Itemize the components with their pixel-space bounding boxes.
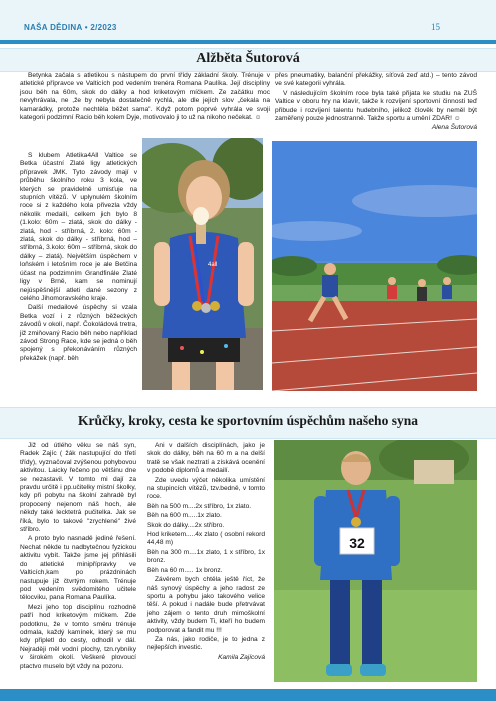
article2-result-item: Běh na 60 m..... 1x bronz.	[147, 566, 223, 574]
article2-result-item: Běh na 300 m....1x zlato, 1 x stříbro, 1x bronz.	[147, 548, 265, 565]
photo-boy-medal	[274, 440, 477, 682]
race-bib-number: 32	[349, 535, 365, 551]
article1-title: Alžběta Šutorová	[196, 51, 300, 66]
header-divider	[0, 40, 496, 44]
girl-photo-svg	[142, 138, 263, 390]
article2-result-item: Hod kriketem.....4x zlato ( osobní rekord 44,48 m)	[147, 531, 265, 547]
article2-col2-paragraph: Za nás, jako rodiče, je to jedna z nejlepších investic.	[147, 635, 265, 652]
article1-paragraph-2: S klubem Atletika4All Valtice se Betka účastní Zlaté ligy atletických přípravek JMK. Tyto závody mají v průběhu školního roku 3 kola, ve kterých se pravidelně umisťuje na stupních vítězů. V uplynulém školním roce si z každého kola přivezla vždy několik medailí, celkem jich bylo 8 (1.kolo: 60m – zlatá, skok do dálky - zlatá, hod - stříbrná, 2. kolo: 60m - zlatá, skok do dálky - stříbrná, hod – stříbrná, 3.kolo: 60m – stříbrná, skok do dálky – zlatá). Největším úspěchem v loňském i letošním roce je ale Betčina účast na podzimním Grandfinále Zlaté ligy v Brně, kam se nominují nejúspěšnější atleti dané sezony z celého Jihomoravského kraje.	[20, 152, 137, 302]
article1-column-narrow	[20, 152, 137, 364]
article2-column-1	[20, 442, 136, 672]
article1-author: Alena Šutorová	[431, 124, 477, 132]
page-number: 15	[431, 22, 440, 32]
magazine-title: NAŠA DĚDINA • 2/2023	[24, 23, 117, 32]
article1-column-right	[275, 72, 477, 134]
article2-col2-paragraph: Závěrem bych chtěla ještě říct, že náš synový úspěchy a jeho radost ze sportu a pohybu jako takového velice těší. A pokud i nadále bude přetrvávat jeho zájem o tento druh mimoškolní aktivity, vždy budem Ti, kteří ho budem podporovat a fandit mu !!!	[147, 576, 265, 634]
article2-result-item: Skok do dálky....2x stříbro.	[147, 521, 225, 529]
article2-author: Kamila Zajícová	[218, 653, 265, 661]
article1-paragraph-1: Betynka začala s atletikou s nástupem do první třídy základní školy. Trénuje v atletické přípravce ve Valticích pod vedením trenéra Romana Paulíka. Její disciplíny jsou běh na 60m, skok do dálky a hod kriketovým míčkem. Ze začátku moc nevyhrávala, ne ,že by nebyla dostatečně rychlá, ale dle jejích slov „čekala na kamarádky, protože nechtěla běžet sama". Když potom poprvé vyhrála ve svoji kategorii podzimní Racio běh kolem Dyje, motivovalo ji to už na nikoho nečekat. ☺	[20, 72, 270, 122]
article1-paragraph-3: Další medailové úspěchy si vzala Betka vozí i z různých běžeckých závodů v okolí, např. Čokoládová tretra, již zmiňovaný Racio běh nebo například závod Strong Race, kde se jedná o běh spojený s překonáváním různých překážek (např. běh	[20, 304, 137, 362]
shirt-logo: 4all	[208, 262, 218, 268]
article2-col1-paragraph: Již od útlého věku se náš syn, Radek Zajíc ( žák nastupující do třetí třídy), vyznačoval zvýšenou pohybovou aktivitou. Laicky řečeno po většinu dne se nezastavil. V tomto mi dají za pravdu určitě i pp.učitelky mistní školky, kdy při pobytu na školní zahradě byl propocený nejenom náš hoch, ale někdy také lecktetrá pučitelka. Jak se říká, bylo to takové "zrychlené" živé stříbro.	[20, 442, 136, 534]
article2-result-item: Běh na 500 m....2x stříbro, 1x zlato.	[147, 502, 252, 510]
article2-result-item: Běh na 600 m.....1x zlato.	[147, 512, 222, 520]
article1-paragraph-4: přes pneumatiky, balanční překážky, síťová zeď atd.) – tento závod ve své kategorii vyhrála.	[275, 72, 477, 88]
photo-girl-medals	[142, 138, 263, 390]
article2-col1-paragraph: A proto bylo nasnadě jediné řešení. Nechat někde tu nadbytečnou fyzickou aktivitu vybít. Takže jsme jej přihlásili do atletické minipřípravky ve Valticích,kam po prázdninách nastupuje již čtvrtým rokem. Trénuje pod vedením svědomitého učitele tělocviku, pana Romana Paulíka.	[20, 535, 136, 602]
footer-bar	[0, 689, 496, 701]
article2-col1-paragraph: Mezi jeho top disciplínu rozhodně patří hod kriketovým míčkem. Zde podotknu, že v tomto směru trénuje odmala, každý kamínek, který se mu kdy připletl do cesty, odhodil v dál. Nejraději měl vodní plochy, tzn.rybníky v širokém okolí. Veškeré plovoucí ptactvo muselo být vždy na pozoru.	[20, 603, 136, 670]
article2-title: Krůčky, kroky, cesta ke sportovním úspěchům našeho syna	[78, 413, 418, 428]
article1-paragraph-5: V následujícím školním roce byla také přijata ke studiu na ZUŠ Valtice v oboru hry na klavír, takže k rozvíjení sportovní činnosti teď přibude i rozvíjení talentu hudebního, jelikož člověk by neměl být zaměřený pouze jednostranně. Takže sportu a umění ZDAR! ☺	[275, 89, 477, 123]
race-photo-svg	[272, 141, 477, 391]
article2-column-2	[147, 442, 265, 663]
page-header	[0, 0, 496, 44]
article2-col2-paragraph: Zde uvedu výčet několika umístění na stupincích vítězů, tzv.bedně, v tomto roce.	[147, 476, 265, 501]
article2-col2-paragraph: Ani v dalších disciplínách, jako je skok do dálky, běh na 60 m a na delší tratě se však neztratí a získává ocenění v podobě diplomů a medailí.	[147, 442, 265, 475]
article1-intro	[20, 72, 270, 123]
photo-running-race	[272, 141, 477, 391]
boy-photo-svg	[274, 440, 477, 682]
